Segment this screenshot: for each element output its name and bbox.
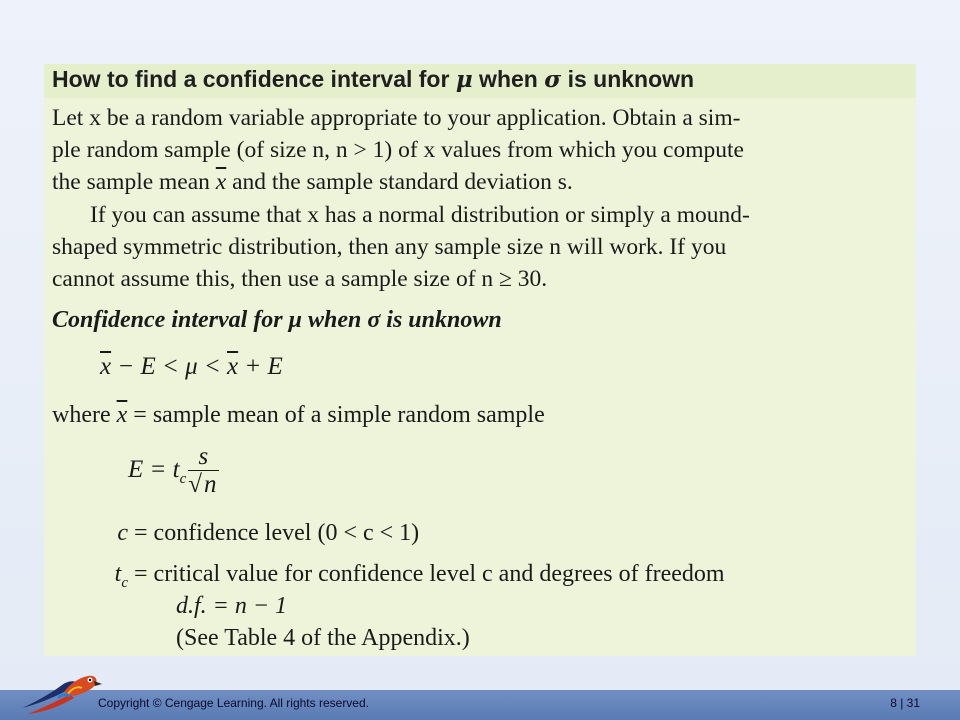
error-subscript: c — [179, 471, 187, 488]
appendix-note-text: (See Table 4 of the Appendix.) — [176, 625, 470, 651]
fraction-numerator: s — [188, 444, 218, 471]
radical-sign: √ — [188, 471, 202, 498]
p1-line-3 — [52, 166, 902, 198]
box-heading — [52, 64, 694, 94]
p1-line-2: ple random sample (of size n, n > 1) of x values from which you compute — [52, 137, 744, 163]
paragraph-1 — [52, 102, 902, 198]
interval-middle: − E < μ < — [111, 353, 228, 380]
heading-mu: μ — [455, 66, 473, 93]
formula-subheading: Confidence interval for μ when σ is unknown — [52, 307, 502, 333]
p1-line-3-pre: the sample mean — [52, 169, 216, 195]
def-c-rhs: = confidence level (0 < c < 1) — [128, 520, 420, 546]
def-tc-subscript: c — [121, 574, 128, 591]
def-tc-t: t — [114, 561, 122, 587]
def-tc-rhs: = critical value for confidence level c and degrees of freedom — [128, 561, 725, 587]
heading-text-1: How to find a confidence interval for — [52, 66, 456, 92]
def-tc-lhs — [80, 558, 128, 599]
copyright-text: Copyright © Cengage Learning. All rights reserved. — [98, 696, 369, 710]
xbar-symbol: $\overline{x}$ — [215, 169, 227, 195]
def-c-lhs: c — [117, 520, 128, 546]
p2-line-2: shaped symmetric distribution, then any sample size n will work. If you — [52, 234, 727, 260]
page-number: 8 | 31 — [890, 696, 920, 710]
fraction-denominator — [188, 471, 218, 499]
heading-sigma: σ — [544, 66, 562, 93]
interval-end: + E — [238, 353, 283, 380]
appendix-note — [176, 622, 470, 654]
interval-xbar-left: $\overline{x}$ — [100, 353, 112, 380]
square-root — [188, 471, 218, 499]
p1-line-1: Let x be a random variable appropriate to your application. Obtain a sim- — [52, 105, 741, 131]
macaw-logo-icon — [18, 664, 102, 720]
radicand: n — [204, 471, 217, 498]
p2-line-3: cannot assume this, then use a sample size of n ≥ 30. — [52, 266, 548, 292]
interval-xbar-right: $\overline{x}$ — [227, 353, 239, 380]
df-formula: d.f. = n − 1 — [176, 593, 288, 619]
heading-text-3: is unknown — [561, 66, 695, 92]
where-post: = sample mean of a simple random sample — [127, 402, 545, 428]
heading-text-2: when — [472, 66, 545, 92]
error-fraction — [188, 444, 218, 499]
definition-c — [80, 517, 419, 549]
degrees-of-freedom — [176, 590, 287, 622]
p1-line-3-post: and the sample standard deviation s. — [226, 169, 573, 195]
where-line — [52, 399, 545, 431]
error-lhs: E = t — [128, 456, 180, 484]
where-xbar: $\overline{x}$ — [116, 402, 128, 428]
p2-line-1: If you can assume that x has a normal distribution or simply a mound- — [90, 202, 750, 228]
margin-of-error-formula — [128, 444, 219, 499]
confidence-interval-formula — [100, 351, 283, 383]
paragraph-2 — [52, 199, 902, 295]
where-pre: where — [52, 402, 117, 428]
